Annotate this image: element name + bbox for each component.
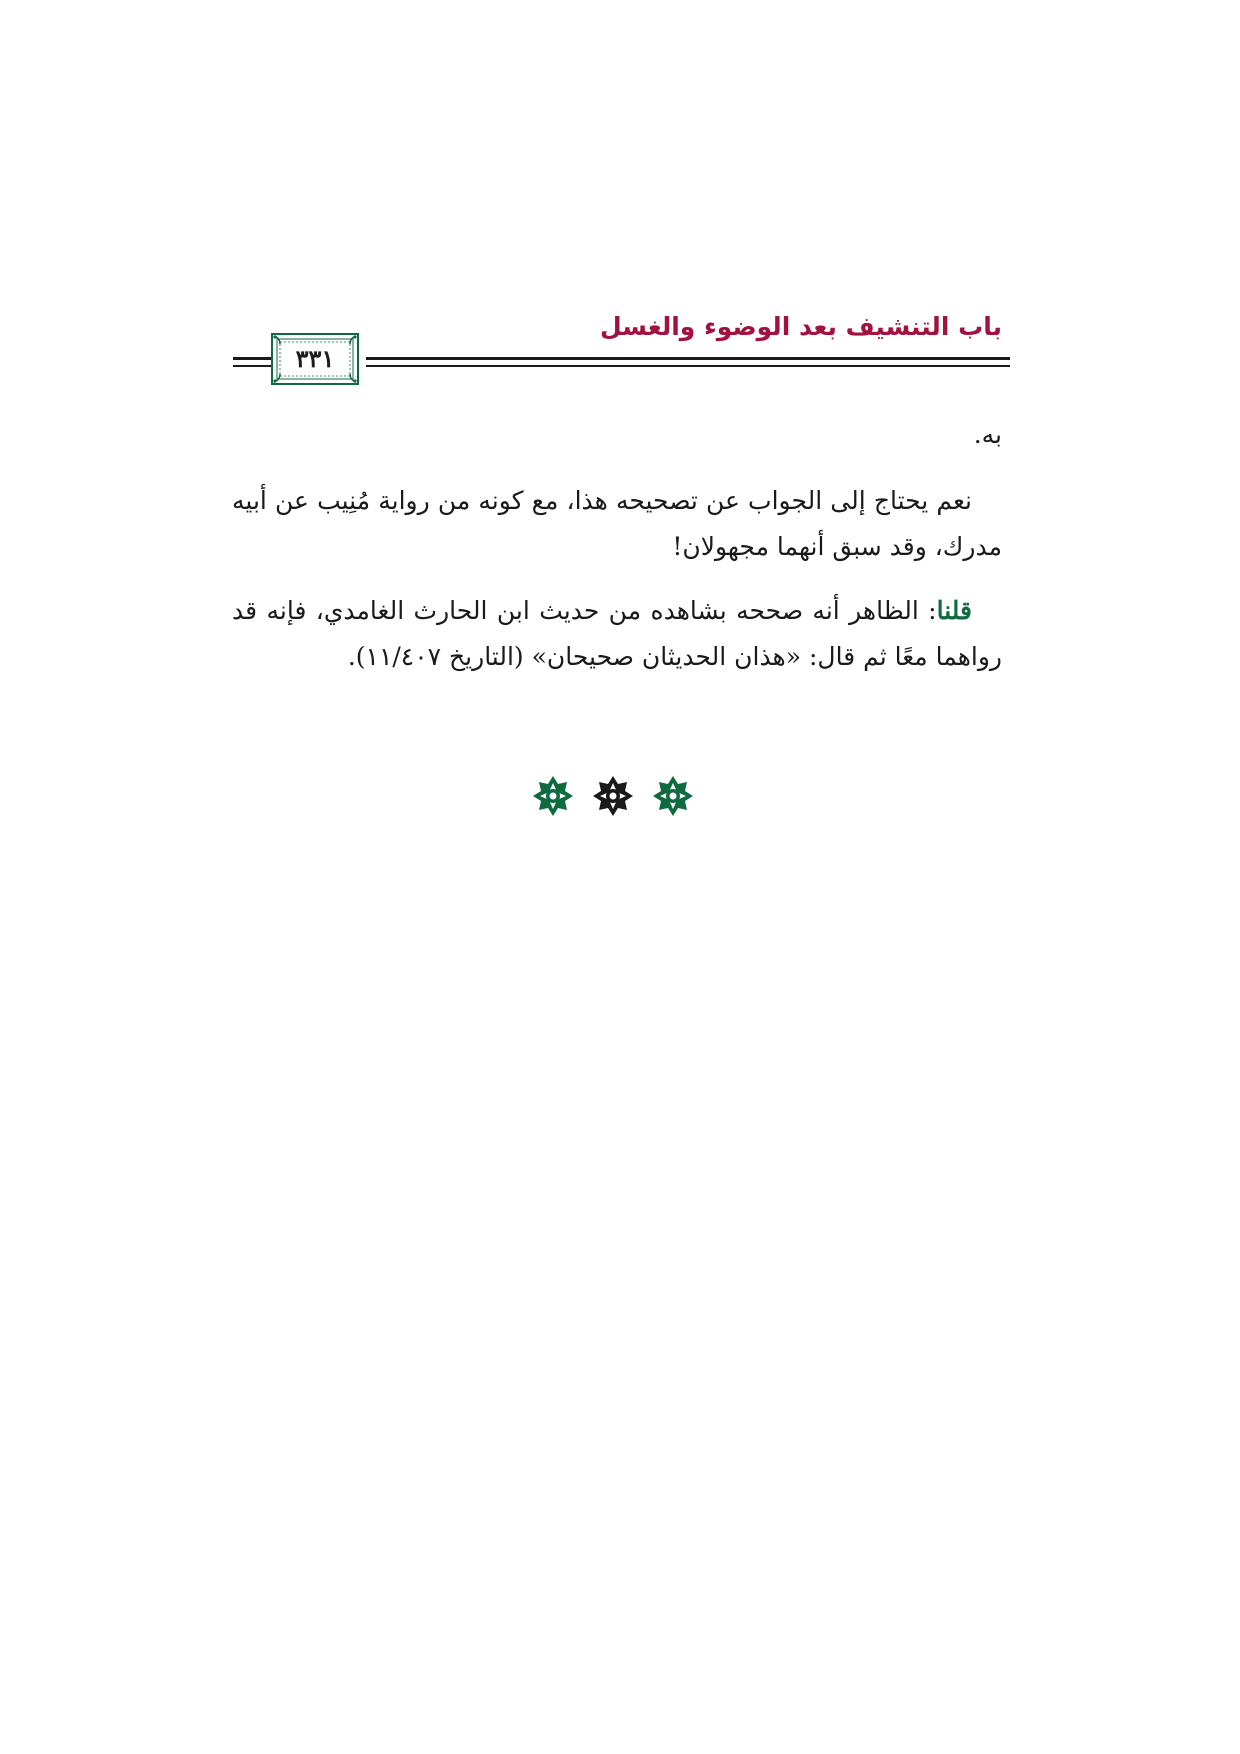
- paragraph-2: [232, 588, 1002, 680]
- chapter-title: باب التنشيف بعد الوضوء والغسل: [599, 312, 1002, 341]
- header-rule-top: [366, 357, 1010, 360]
- star-ornament-icon: [533, 776, 573, 816]
- star-ornament-icon: [593, 776, 633, 816]
- section-end-ornament: [528, 772, 698, 820]
- page-number: ٣٣١: [295, 344, 335, 373]
- qulna-label: قلنا: [936, 596, 972, 625]
- header-rule-left-top: [233, 357, 271, 360]
- paragraph-continuation: به.: [973, 420, 1002, 449]
- paragraph-1: نعم يحتاج إلى الجواب عن تصحيحه هذا، مع كونه من رواية مُنِيب عن أبيه مدرك، وقد سبق أنهما مجهولان!: [232, 486, 1002, 561]
- header-rule-bottom: [366, 365, 1010, 367]
- star-ornament-icon: [653, 776, 693, 816]
- paragraph-2-text: : الظاهر أنه صححه بشاهده من حديث ابن الحارث الغامدي، فإنه قد رواهما معًا ثم قال: «هذان الحديثان صحيحان» (التاريخ ١١/٤٠٧).: [232, 596, 1002, 671]
- header-rule-left-bottom: [233, 365, 271, 367]
